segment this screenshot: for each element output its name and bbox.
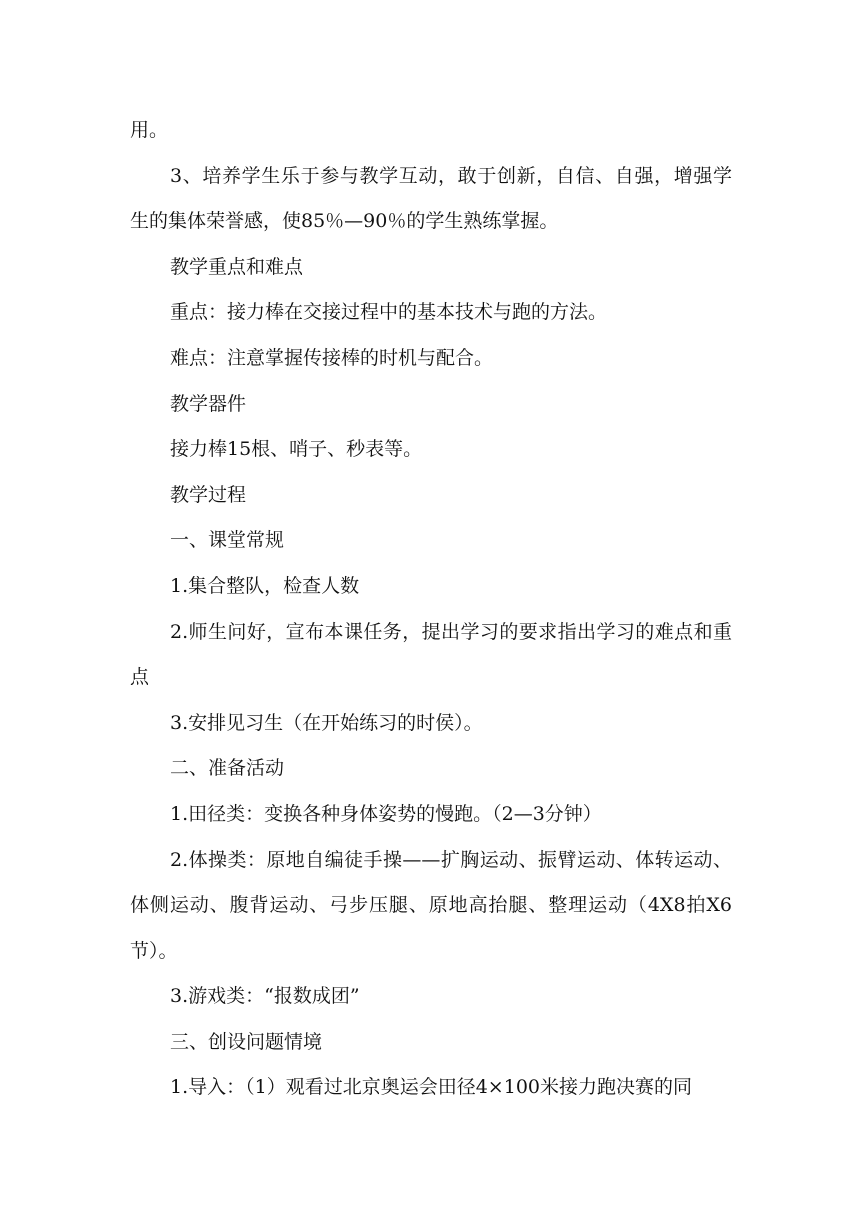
- paragraph-key-point: 重点：接力棒在交接过程中的基本技术与跑的方法。: [170, 301, 608, 324]
- list-item: 2.师生问好，宣布本课任务，提出学习的要求指出学习的难点和重点: [130, 620, 732, 689]
- heading-section-2: 二、准备活动: [170, 757, 285, 780]
- list-item: 2.体操类：原地自编徒手操——扩胸运动、振臂运动、体转运动、体侧运动、腹背运动、弓步压腿、原地高抬腿、整理运动（4X8拍X6节）。: [130, 848, 732, 962]
- heading-equipment: 教学器件: [170, 392, 247, 415]
- document-body: [130, 108, 732, 1111]
- list-item: 1.田径类：变换各种身体姿势的慢跑。（2—3分钟）: [170, 802, 602, 825]
- paragraph-continuation: 用。: [130, 119, 169, 141]
- paragraph-objective-3: 3、培养学生乐于参与教学互动，敢于创新，自信、自强，增强学生的集体荣誉感，使85％—90％的学生熟练掌握。: [130, 164, 732, 233]
- paragraph-equipment: 接力棒15根、哨子、秒表等。: [170, 438, 423, 461]
- list-item: 1.集合整队，检查人数: [170, 574, 360, 597]
- heading-teaching-process: 教学过程: [170, 483, 247, 506]
- heading-key-points: 教学重点和难点: [170, 255, 304, 278]
- list-item: 1.导入：（1）观看过北京奥运会田径4×100米接力跑决赛的同: [170, 1076, 692, 1099]
- paragraph-difficult-point: 难点：注意掌握传接棒的时机与配合。: [170, 346, 494, 369]
- list-item: 3.游戏类：“报数成团”: [170, 985, 360, 1008]
- heading-section-3: 三、创设问题情境: [170, 1030, 323, 1053]
- heading-section-1: 一、课堂常规: [170, 529, 285, 552]
- list-item: 3.安排见习生（在开始练习的时侯）。: [170, 711, 483, 734]
